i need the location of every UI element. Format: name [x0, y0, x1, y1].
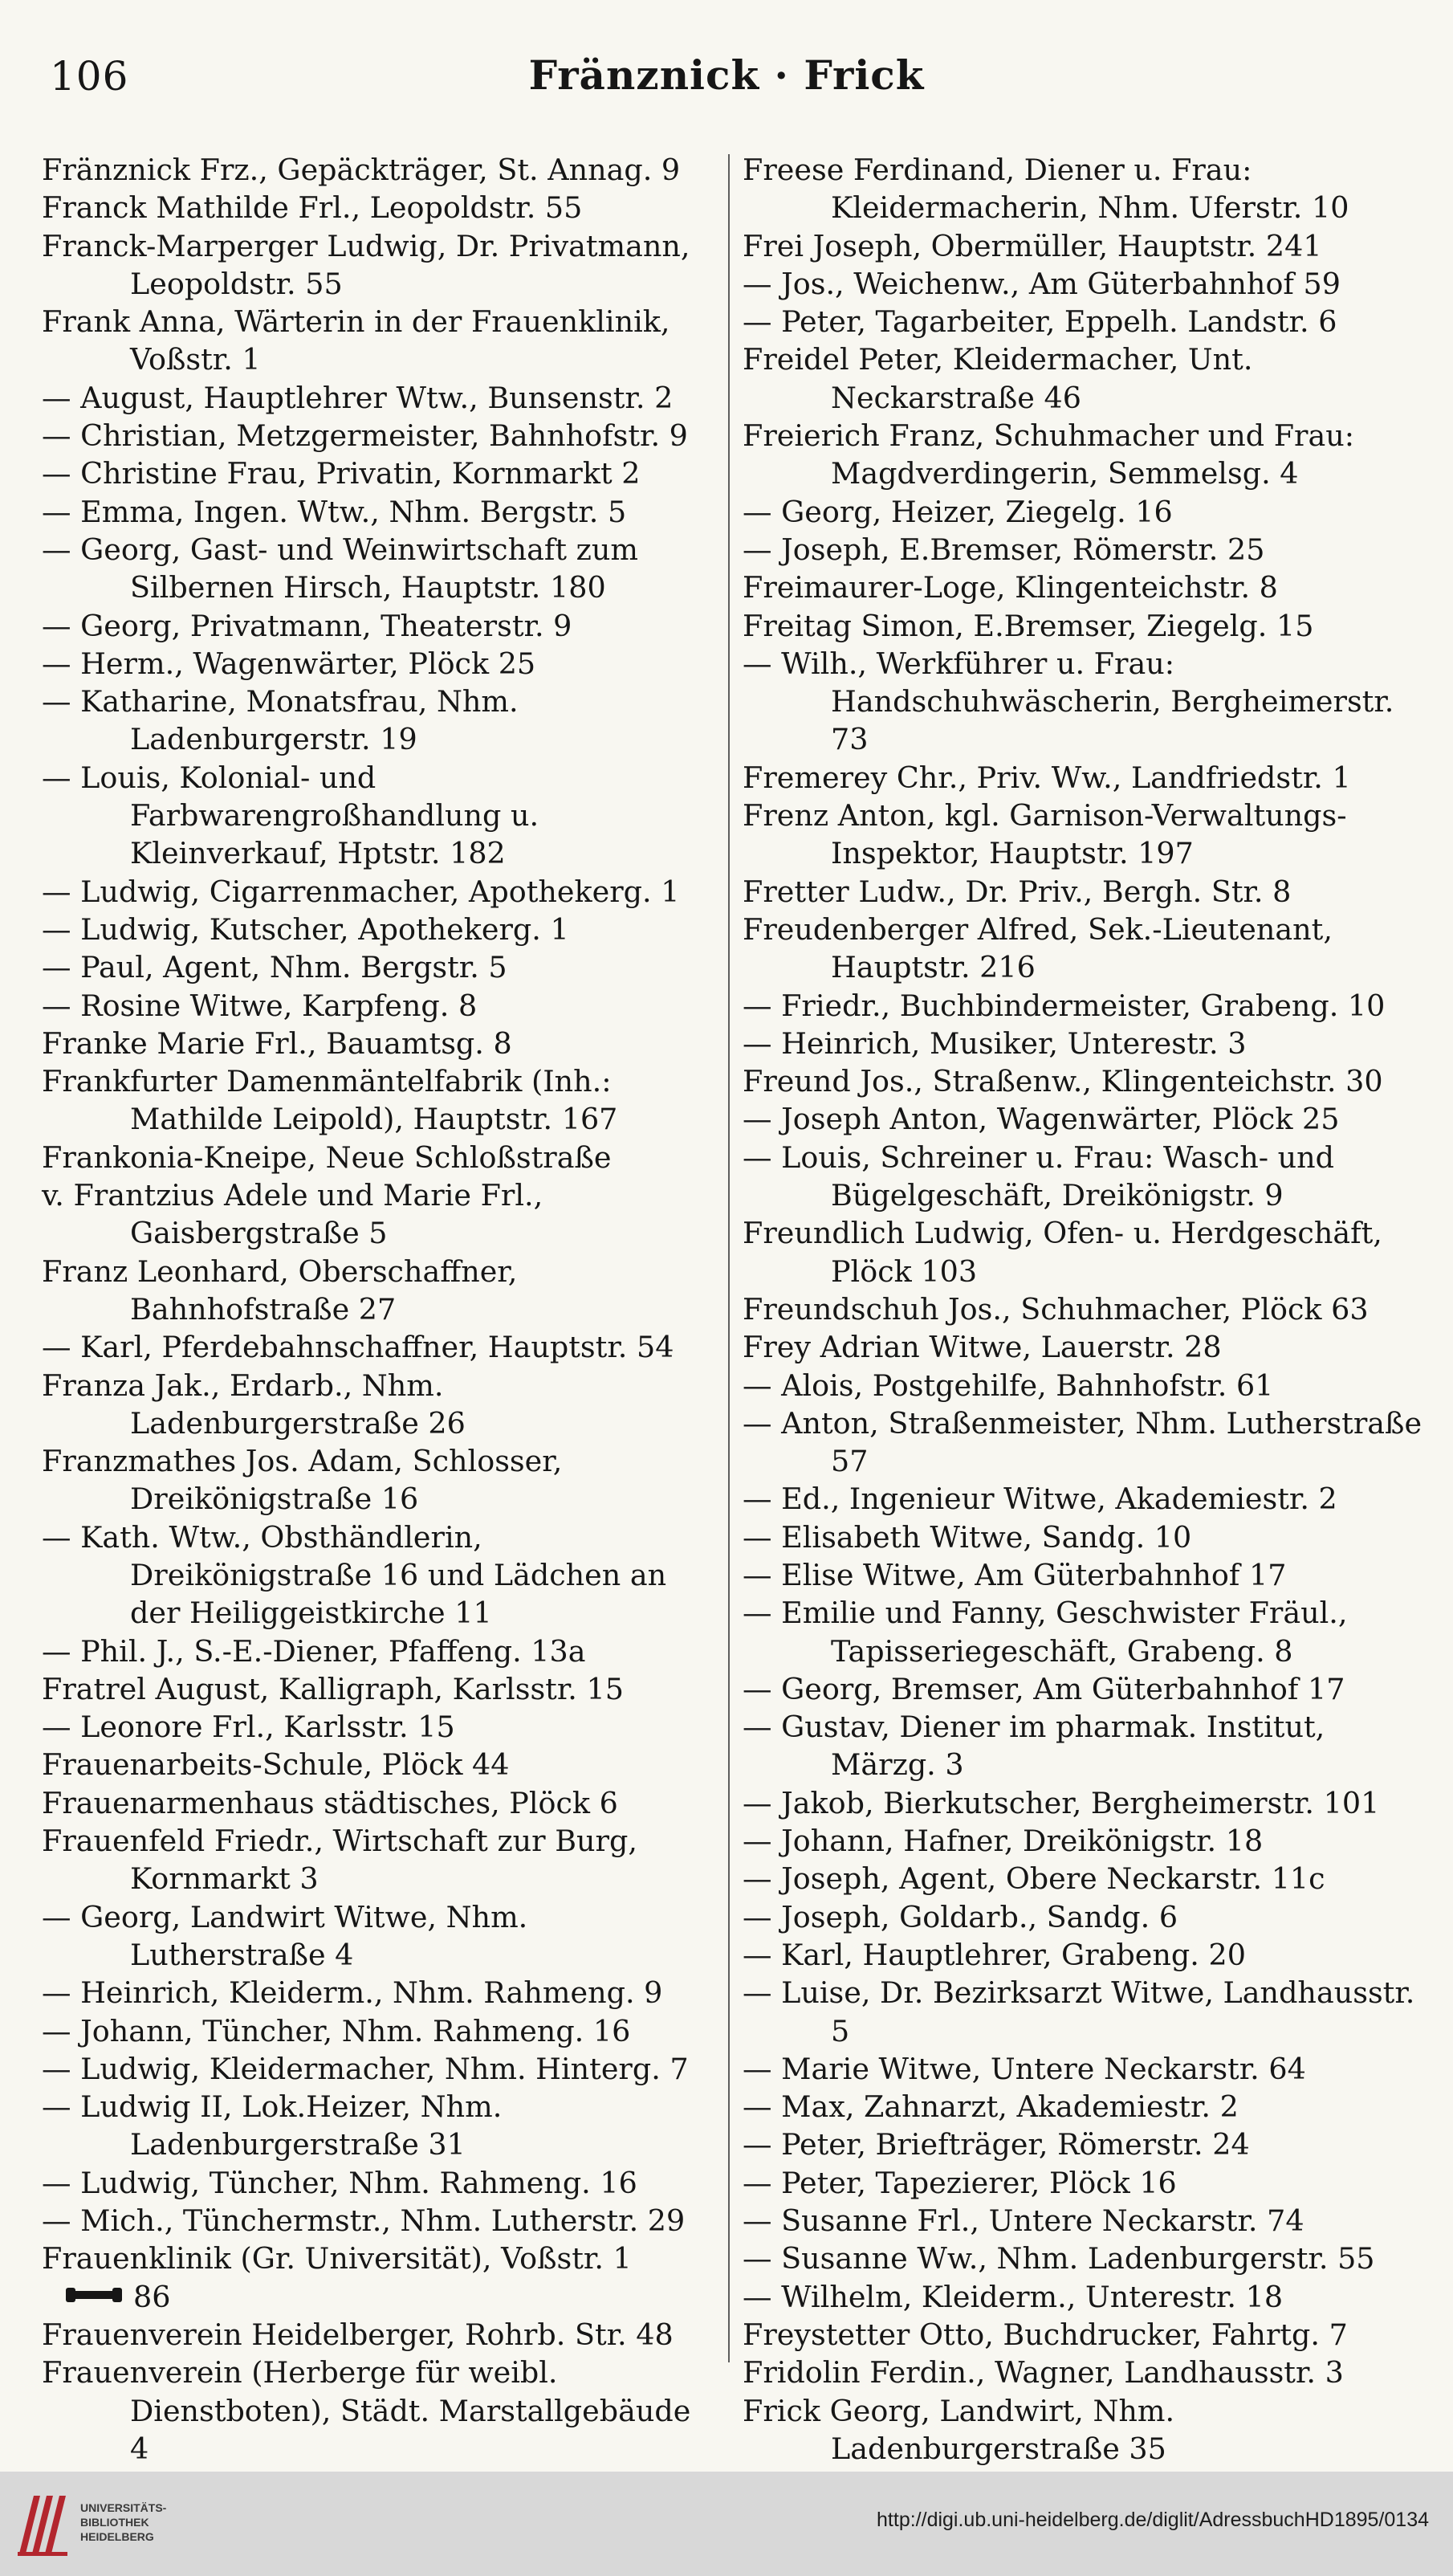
left-column [42, 151, 714, 2505]
directory-entry: — Ludwig, Kutscher, Apothekerg. 1 [42, 911, 569, 947]
library-logo-text: UNIVERSITÄTS- BIBLIOTHEK HEIDELBERG [80, 2501, 167, 2543]
directory-entry: v. Frantzius Adele und Marie Frl., Gaisbergstraße 5 [42, 1178, 543, 1251]
directory-entry: Frei Joseph, Obermüller, Hauptstr. 241 [743, 228, 1322, 263]
directory-entry: — Peter, Tagarbeiter, Eppelh. Landstr. 6 [743, 304, 1337, 340]
directory-entry: Fretter Ludw., Dr. Priv., Bergh. Str. 8 [743, 874, 1292, 909]
telephone-number: 86 [133, 2279, 171, 2314]
directory-entry: — Jos., Weichenw., Am Güterbahnhof 59 [743, 266, 1341, 301]
directory-entry: — Wilhelm, Kleiderm., Unterestr. 18 [743, 2279, 1284, 2314]
directory-entry: — Ludwig II, Lok.Heizer, Nhm. Ladenburgerstraße 31 [42, 2089, 503, 2162]
directory-entry: — Max, Zahnarzt, Akademiestr. 2 [743, 2089, 1239, 2125]
directory-entry: Franzmathes Jos. Adam, Schlosser, Dreikönigstraße 16 [42, 1444, 563, 1517]
directory-entry: Fratrel August, Kalligraph, Karlsstr. 15 [42, 1671, 624, 1706]
footer-bar [0, 2472, 1453, 2576]
directory-entry: — Paul, Agent, Nhm. Bergstr. 5 [42, 950, 507, 985]
directory-entry: — Herm., Wagenwärter, Plöck 25 [42, 646, 536, 681]
page-number: 106 [50, 53, 129, 100]
directory-entry: — Louis, Schreiner u. Frau: Wasch- und Bügelgeschäft, Dreikönigstr. 9 [743, 1139, 1335, 1213]
directory-entry: Freudenberger Alfred, Sek.-Lieutenant, Hauptstr. 216 [743, 911, 1333, 985]
directory-entry: Frauenverein Heidelberger, Rohrb. Str. 48 [42, 2317, 674, 2352]
directory-entry: Fremerey Chr., Priv. Ww., Landfriedstr. 1 [743, 760, 1351, 795]
telephone-icon [66, 2286, 122, 2304]
directory-entry: Frauenfeld Friedr., Wirtschaft zur Burg, Kornmarkt 3 [42, 1824, 637, 1897]
directory-entry: Frauenverein (Herberge für weibl. Dienstboten), Städt. Marstallgebäude 4 [42, 2355, 691, 2466]
directory-entry: — Georg, Bremser, Am Güterbahnhof 17 [743, 1671, 1345, 1706]
directory-entry: — Elisabeth Witwe, Sandg. 10 [743, 1519, 1192, 1555]
running-head: Fränznick · Frick [528, 51, 925, 99]
directory-entry: — Peter, Tapezierer, Plöck 16 [743, 2165, 1177, 2200]
directory-entry: — Joseph Anton, Wagenwärter, Plöck 25 [743, 1102, 1340, 1137]
directory-entry: Freierich Franz, Schuhmacher und Frau: Magdverdingerin, Semmelsg. 4 [743, 418, 1355, 491]
directory-entry: — Susanne Frl., Untere Neckarstr. 74 [743, 2203, 1304, 2239]
directory-entry: Franz Leonhard, Oberschaffner, Bahnhofstraße 27 [42, 1253, 518, 1327]
source-url-link[interactable]: http://digi.ub.uni-heidelberg.de/diglit/AdressbuchHD1895/0134 [877, 2509, 1429, 2531]
directory-entry: Franke Marie Frl., Bauamtsg. 8 [42, 1025, 512, 1061]
directory-entry: — Heinrich, Musiker, Unterestr. 3 [743, 1025, 1247, 1061]
directory-entry: — Georg, Heizer, Ziegelg. 16 [743, 494, 1173, 529]
directory-entry: Freund Jos., Straßenw., Klingenteichstr. 30 [743, 1064, 1383, 1099]
directory-entry: Freese Ferdinand, Diener u. Frau: Kleidermacherin, Nhm. Uferstr. 10 [743, 153, 1349, 226]
directory-entry: Frankfurter Damenmäntelfabrik (Inh.: Mathilde Leipold), Hauptstr. 167 [42, 1064, 618, 1137]
directory-entry: Franck-Marperger Ludwig, Dr. Privatmann, Leopoldstr. 55 [42, 228, 690, 301]
directory-entry: — Karl, Pferdebahnschaffner, Hauptstr. 54 [42, 1330, 674, 1365]
directory-entry: Franck Mathilde Frl., Leopoldstr. 55 [42, 190, 583, 226]
directory-entry: — August, Hauptlehrer Wtw., Bunsenstr. 2 [42, 380, 674, 415]
directory-entry: — Kath. Wtw., Obsthändlerin, Dreikönigstraße 16 und Lädchen an der Heiliggeistkirche 11 [42, 1519, 667, 1631]
directory-entry: Freimaurer-Loge, Klingenteichstr. 8 [743, 570, 1278, 605]
directory-entry: — Joseph, Goldarb., Sandg. 6 [743, 1899, 1178, 1934]
directory-entry: — Karl, Hauptlehrer, Grabeng. 20 [743, 1937, 1246, 1972]
directory-entry: Frauenarmenhaus städtisches, Plöck 6 [42, 1785, 618, 1820]
directory-entry: — Phil. J., S.-E.-Diener, Pfaffeng. 13a [42, 1633, 586, 1669]
telephone-entry [42, 2278, 714, 2316]
directory-entry: Fridolin Ferdin., Wagner, Landhausstr. 3 [743, 2355, 1344, 2391]
directory-entry: — Leonore Frl., Karlsstr. 15 [42, 1710, 455, 1745]
directory-entry: — Emilie und Fanny, Geschwister Fräul., Tapisseriegeschäft, Grabeng. 8 [743, 1596, 1348, 1669]
directory-entry: — Joseph, Agent, Obere Neckarstr. 11c [743, 1861, 1325, 1897]
directory-entry: — Joseph, E.Bremser, Römerstr. 25 [743, 532, 1265, 567]
directory-entry: Frankonia-Kneipe, Neue Schloßstraße [42, 1139, 612, 1175]
directory-entry: Freundschuh Jos., Schuhmacher, Plöck 63 [743, 1291, 1369, 1327]
directory-entry: Franza Jak., Erdarb., Nhm. Ladenburgerstraße 26 [42, 1367, 466, 1441]
directory-entry: — Jakob, Bierkutscher, Bergheimerstr. 101 [743, 1785, 1380, 1820]
right-column [743, 151, 1433, 2468]
directory-entry: Freitag Simon, E.Bremser, Ziegelg. 15 [743, 608, 1314, 643]
directory-entry: — Georg, Landwirt Witwe, Nhm. Lutherstraße 4 [42, 1899, 528, 1972]
directory-entry: — Elise Witwe, Am Güterbahnhof 17 [743, 1557, 1287, 1592]
directory-entry: — Georg, Gast- und Weinwirtschaft zum Silbernen Hirsch, Hauptstr. 180 [42, 532, 639, 605]
directory-entry: Frey Adrian Witwe, Lauerstr. 28 [743, 1330, 1222, 1365]
directory-entry: — Louis, Kolonial- und Farbwarengroßhandlung u. Kleinverkauf, Hptstr. 182 [42, 760, 539, 871]
library-logo-icon [14, 2489, 72, 2558]
directory-entry: — Anton, Straßenmeister, Nhm. Lutherstraße 57 [743, 1405, 1422, 1479]
directory-entry: Freystetter Otto, Buchdrucker, Fahrtg. 7 [743, 2317, 1348, 2352]
library-logo[interactable] [14, 2489, 207, 2562]
directory-entry: — Johann, Tüncher, Nhm. Rahmeng. 16 [42, 2013, 631, 2048]
directory-entry: Frenz Anton, kgl. Garnison-Verwaltungs-Inspektor, Hauptstr. 197 [743, 798, 1347, 871]
directory-entry: — Marie Witwe, Untere Neckarstr. 64 [743, 2051, 1306, 2086]
directory-entry: — Katharine, Monatsfrau, Nhm. Ladenburgerstr. 19 [42, 684, 519, 757]
directory-entry: — Heinrich, Kleiderm., Nhm. Rahmeng. 9 [42, 1975, 663, 2011]
directory-entry: — Alois, Postgehilfe, Bahnhofstr. 61 [743, 1367, 1274, 1403]
directory-entry: — Johann, Hafner, Dreikönigstr. 18 [743, 1824, 1264, 1859]
column-divider [728, 154, 730, 2362]
directory-entry: Frank Anna, Wärterin in der Frauenklinik, Voßstr. 1 [42, 304, 670, 377]
directory-entry: — Christian, Metzgermeister, Bahnhofstr. 9 [42, 418, 688, 454]
directory-entry: — Wilh., Werkführer u. Frau: Handschuhwäscherin, Bergheimerstr. 73 [743, 646, 1394, 757]
directory-entry: — Emma, Ingen. Wtw., Nhm. Bergstr. 5 [42, 494, 627, 529]
directory-entry: Freundlich Ludwig, Ofen- u. Herdgeschäft, Plöck 103 [743, 1216, 1382, 1289]
directory-entry: — Ludwig, Kleidermacher, Nhm. Hinterg. 7 [42, 2051, 689, 2086]
directory-entry: — Luise, Dr. Bezirksarzt Witwe, Landhausstr. 5 [743, 1975, 1415, 2048]
directory-entry: — Peter, Briefträger, Römerstr. 24 [743, 2127, 1250, 2162]
directory-entry: Frauenklinik (Gr. Universität), Voßstr. 1 [42, 2241, 632, 2276]
directory-entry: — Ed., Ingenieur Witwe, Akademiestr. 2 [743, 1482, 1337, 1517]
directory-entry: — Rosine Witwe, Karpfeng. 8 [42, 988, 478, 1023]
directory-entry: Fränznick Frz., Gepäckträger, St. Annag. 9 [42, 153, 681, 187]
directory-entry: — Gustav, Diener im pharmak. Institut, Märzg. 3 [743, 1710, 1325, 1783]
directory-entry: Frick Georg, Landwirt, Nhm. Ladenburgerstraße 35 [743, 2393, 1175, 2466]
directory-entry: — Susanne Ww., Nhm. Ladenburgerstr. 55 [743, 2241, 1375, 2276]
directory-entry: — Christine Frau, Privatin, Kornmarkt 2 [42, 456, 641, 491]
directory-entry: Frauenarbeits-Schule, Plöck 44 [42, 1747, 510, 1783]
directory-entry: — Friedr., Buchbindermeister, Grabeng. 10 [743, 988, 1386, 1023]
directory-entry: — Ludwig, Tüncher, Nhm. Rahmeng. 16 [42, 2165, 637, 2200]
directory-entry: — Mich., Tünchermstr., Nhm. Lutherstr. 29 [42, 2203, 686, 2239]
directory-entry: — Georg, Privatmann, Theaterstr. 9 [42, 608, 572, 643]
directory-entry: Freidel Peter, Kleidermacher, Unt. Neckarstraße 46 [743, 342, 1253, 415]
directory-entry: — Ludwig, Cigarrenmacher, Apothekerg. 1 [42, 874, 680, 909]
